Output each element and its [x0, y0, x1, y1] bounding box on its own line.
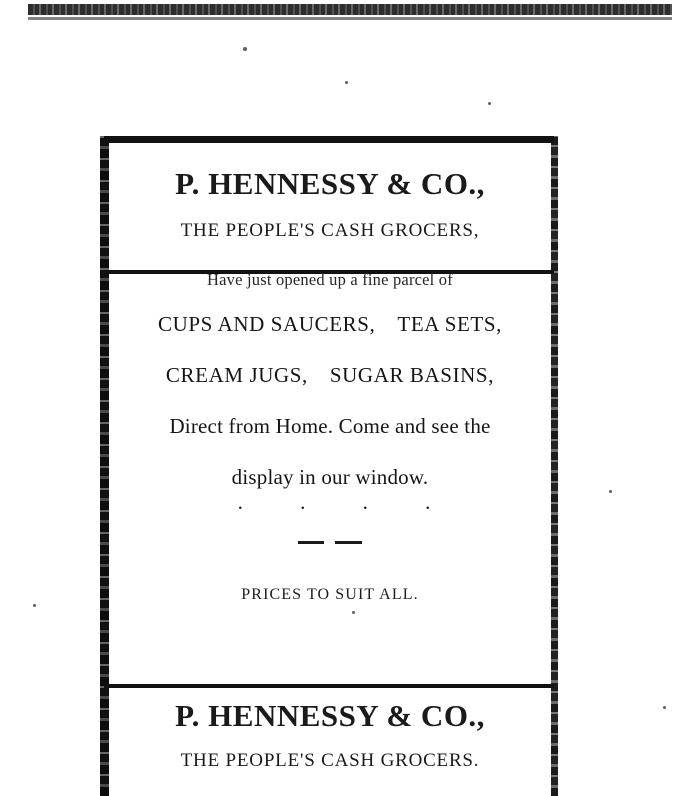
ad-border-right	[551, 136, 558, 796]
scan-speck	[243, 47, 247, 51]
ad-display-window-text: display in our window.	[231, 465, 429, 489]
ad-goods-tea-sets: TEA SETS,	[397, 312, 502, 336]
ad-body	[114, 242, 546, 604]
scan-speck	[609, 490, 612, 493]
scan-speck	[663, 706, 666, 709]
ad-intro-line: Have just opened up a fine parcel of	[207, 270, 453, 289]
ad-headline-business-name: P. HENNESSY & CO.,	[175, 166, 485, 201]
page-top-rule	[28, 17, 672, 20]
scan-speck	[33, 604, 36, 607]
ad-dash-divider	[298, 541, 362, 544]
ad-border-left	[100, 136, 109, 796]
ad-goods-line-4	[114, 465, 546, 515]
ad-footer-tagline: THE PEOPLE'S CASH GROCERS.	[180, 750, 480, 771]
ad-goods-sugar-basins: SUGAR BASINS,	[329, 363, 495, 387]
ad-content	[114, 136, 546, 796]
ad-goods-cream-jugs: CREAM JUGS,	[165, 363, 308, 387]
ad-goods-cups-saucers: CUPS AND SAUCERS,	[158, 312, 376, 336]
scan-speck	[488, 102, 491, 105]
ad-goods-line-3: Direct from Home. Come and see the	[169, 414, 491, 438]
ad-footer-business-name: P. HENNESSY & CO.,	[175, 698, 485, 733]
ad-footer	[114, 604, 546, 772]
ad-goods-line-2	[114, 363, 546, 388]
ad-trailing-dots: . . . .	[237, 490, 457, 514]
ad-header-tagline: THE PEOPLE'S CASH GROCERS,	[180, 220, 480, 241]
page-top-torn-edge	[28, 4, 672, 15]
ad-prices-note: PRICES TO SUIT ALL.	[241, 586, 419, 603]
advertisement-block	[100, 136, 558, 796]
ad-goods-line-1	[114, 312, 546, 337]
scan-speck	[345, 81, 348, 84]
